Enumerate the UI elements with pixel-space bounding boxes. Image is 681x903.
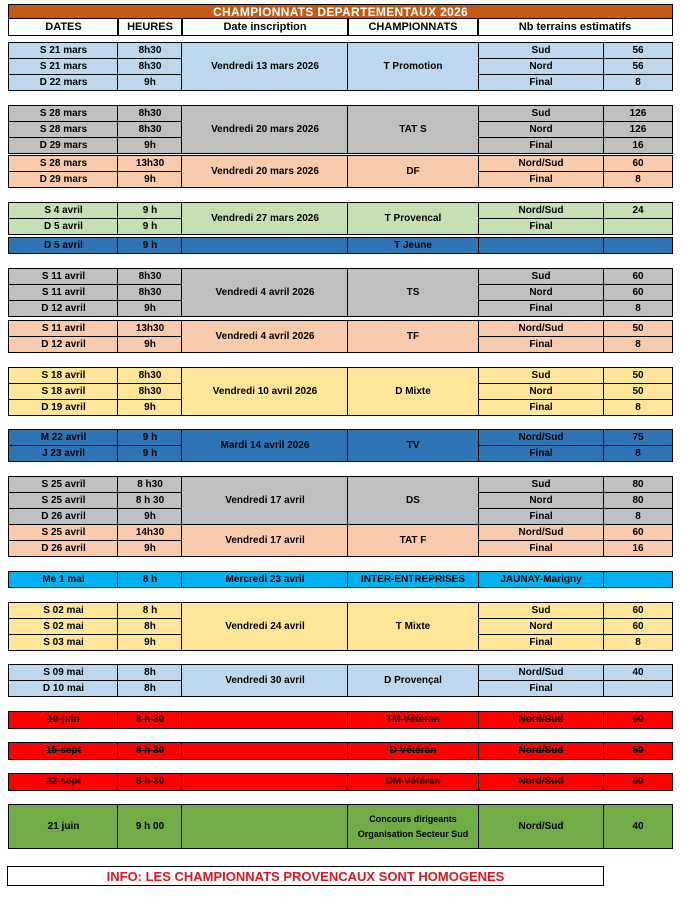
heure-cell: 8h30 <box>117 105 183 122</box>
zone-cell: Nord <box>477 58 605 75</box>
terrains-cell: 8 <box>603 399 673 416</box>
date-cell: J 23 avril <box>8 445 119 462</box>
terrains-cell: 126 <box>603 121 673 138</box>
zone-cell: Nord/Sud <box>477 664 605 681</box>
heure-cell: 8h <box>117 618 183 635</box>
zone-cell: JAUNAY-Marigny <box>477 571 605 588</box>
inscription-cell: Vendredi 24 avril <box>181 602 349 651</box>
date-cell: Me 1 mai <box>8 571 119 588</box>
date-cell: S 09 mai <box>8 664 119 681</box>
inscription-cell <box>181 742 349 760</box>
heure-cell: 9h <box>117 171 183 188</box>
zone-cell: Nord/Sud <box>477 429 605 446</box>
heure-cell: 8 h 30 <box>117 492 183 509</box>
header-championnats: CHAMPIONNATS <box>347 18 479 36</box>
inscription-cell: Vendredi 20 mars 2026 <box>181 155 349 188</box>
heure-cell: 9 h <box>117 218 183 235</box>
date-cell: S 21 mars <box>8 42 119 59</box>
championnat-cell: DM Vétéran <box>347 773 479 791</box>
date-cell: D 29 mars <box>8 137 119 154</box>
inscription-cell: Vendredi 30 avril <box>181 664 349 697</box>
terrains-cell: 60 <box>603 155 673 172</box>
zone-cell: Final <box>477 300 605 317</box>
zone-cell: Nord <box>477 492 605 509</box>
inscription-cell: Vendredi 27 mars 2026 <box>181 202 349 235</box>
heure-cell: 8h30 <box>117 268 183 285</box>
heure-cell: 8h30 <box>117 121 183 138</box>
inscription-cell <box>181 804 349 849</box>
terrains-cell: 50 <box>603 383 673 400</box>
heure-cell: 8h30 <box>117 367 183 384</box>
date-cell: D 10 mai <box>8 680 119 697</box>
terrains-cell: 40 <box>603 804 673 849</box>
inscription-cell: Vendredi 10 avril 2026 <box>181 367 349 416</box>
inscription-cell: Mercredi 23 avril <box>181 571 349 588</box>
zone-cell: Sud <box>477 42 605 59</box>
championnat-cell: T Promotion <box>347 42 479 91</box>
terrains-cell: 8 <box>603 336 673 353</box>
date-cell: D 12 avril <box>8 336 119 353</box>
terrains-cell: 50 <box>603 367 673 384</box>
inscription-cell <box>181 773 349 791</box>
terrains-cell: 126 <box>603 105 673 122</box>
heure-cell: 8h30 <box>117 58 183 75</box>
heure-cell: 13h30 <box>117 155 183 172</box>
heure-cell: 9h <box>117 508 183 525</box>
zone-cell: Final <box>477 540 605 557</box>
header-dates: DATES <box>8 18 119 36</box>
championnat-cell: INTER-ENTREPRISES <box>347 571 479 588</box>
date-cell: S 28 mars <box>8 105 119 122</box>
championnat-cell: TV <box>347 429 479 462</box>
date-cell: M 22 avril <box>8 429 119 446</box>
inscription-cell: Vendredi 20 mars 2026 <box>181 105 349 154</box>
terrains-cell: 50 <box>603 742 673 760</box>
zone-cell: Final <box>477 680 605 697</box>
date-cell: D 22 mars <box>8 74 119 91</box>
date-cell: D 29 mars <box>8 171 119 188</box>
date-cell: 22-sept <box>8 773 119 791</box>
heure-cell: 9 h <box>117 429 183 446</box>
date-cell: S 25 avril <box>8 492 119 509</box>
terrains-cell: 50 <box>603 320 673 337</box>
terrains-cell: 8 <box>603 74 673 91</box>
zone-cell: Final <box>477 218 605 235</box>
inscription-cell <box>181 237 349 254</box>
terrains-cell: 75 <box>603 429 673 446</box>
championnat-cell: T Jeune <box>347 237 479 254</box>
zone-cell: Nord <box>477 383 605 400</box>
zone-cell: Final <box>477 74 605 91</box>
heure-cell: 8h <box>117 680 183 697</box>
terrains-cell: 50 <box>603 773 673 791</box>
date-cell: 21 juin <box>8 804 119 849</box>
inscription-cell: Vendredi 4 avril 2026 <box>181 268 349 317</box>
heure-cell: 8h30 <box>117 383 183 400</box>
championnat-cell: TAT F <box>347 524 479 557</box>
date-cell: S 25 avril <box>8 476 119 493</box>
terrains-cell: 60 <box>603 268 673 285</box>
heure-cell: 9h <box>117 137 183 154</box>
heure-cell: 8 h <box>117 602 183 619</box>
date-cell: 15-sept <box>8 742 119 760</box>
zone-cell: Sud <box>477 367 605 384</box>
heure-cell: 8 h 30 <box>117 711 183 729</box>
date-cell: D 5 avril <box>8 237 119 254</box>
inscription-cell: Vendredi 13 mars 2026 <box>181 42 349 91</box>
info-banner: INFO: LES CHAMPIONNATS PROVENCAUX SONT HOMOGENES <box>7 866 604 886</box>
terrains-cell: 8 <box>603 171 673 188</box>
zone-cell: Final <box>477 634 605 651</box>
date-cell: D 19 avril <box>8 399 119 416</box>
championnat-cell: D Mixte <box>347 367 479 416</box>
zone-cell: Nord/Sud <box>477 711 605 729</box>
header-heures: HEURES <box>117 18 183 36</box>
date-cell: S 21 mars <box>8 58 119 75</box>
championnat-cell: TAT S <box>347 105 479 154</box>
page-title: CHAMPIONNATS DEPARTEMENTAUX 2026 <box>8 4 673 19</box>
heure-cell: 14h30 <box>117 524 183 541</box>
heure-cell: 9 h <box>117 445 183 462</box>
terrains-cell <box>603 237 673 254</box>
inscription-cell: Vendredi 17 avril <box>181 524 349 557</box>
championnat-cell: DF <box>347 155 479 188</box>
championnat-cell: DS <box>347 476 479 525</box>
zone-cell: Nord/Sud <box>477 320 605 337</box>
zone-cell: Sud <box>477 476 605 493</box>
championnat-cell: T Mixte <box>347 602 479 651</box>
zone-cell: Nord/Sud <box>477 773 605 791</box>
terrains-cell: 56 <box>603 58 673 75</box>
terrains-cell: 8 <box>603 445 673 462</box>
inscription-cell <box>181 711 349 729</box>
date-cell: S 02 mai <box>8 602 119 619</box>
inscription-cell: Mardi 14 avril 2026 <box>181 429 349 462</box>
terrains-cell: 80 <box>603 492 673 509</box>
terrains-cell: 60 <box>603 524 673 541</box>
terrains-cell: 60 <box>603 618 673 635</box>
zone-cell: Nord <box>477 121 605 138</box>
date-cell: S 28 mars <box>8 155 119 172</box>
terrains-cell: 56 <box>603 42 673 59</box>
date-cell: S 03 mai <box>8 634 119 651</box>
terrains-cell: 8 <box>603 508 673 525</box>
terrains-cell: 60 <box>603 284 673 301</box>
terrains-cell <box>603 218 673 235</box>
zone-cell: Nord/Sud <box>477 202 605 219</box>
inscription-cell: Vendredi 4 avril 2026 <box>181 320 349 353</box>
zone-cell: Final <box>477 336 605 353</box>
heure-cell: 9h <box>117 74 183 91</box>
terrains-cell: 8 <box>603 634 673 651</box>
terrains-cell: 16 <box>603 137 673 154</box>
championnat-cell: TM Vétéran <box>347 711 479 729</box>
date-cell: D 5 avril <box>8 218 119 235</box>
terrains-cell <box>603 571 673 588</box>
zone-cell: Final <box>477 399 605 416</box>
heure-cell: 9h <box>117 399 183 416</box>
date-cell: S 25 avril <box>8 524 119 541</box>
date-cell: D 26 avril <box>8 540 119 557</box>
zone-cell <box>477 237 605 254</box>
terrains-cell: 80 <box>603 476 673 493</box>
heure-cell: 9h <box>117 540 183 557</box>
zone-cell: Final <box>477 508 605 525</box>
date-cell: S 02 mai <box>8 618 119 635</box>
heure-cell: 9h <box>117 634 183 651</box>
date-cell: S 4 avril <box>8 202 119 219</box>
terrains-cell: 60 <box>603 602 673 619</box>
date-cell: S 18 avril <box>8 367 119 384</box>
terrains-cell: 50 <box>603 711 673 729</box>
heure-cell: 9h <box>117 336 183 353</box>
heure-cell: 9h <box>117 300 183 317</box>
date-cell: D 12 avril <box>8 300 119 317</box>
inscription-cell: Vendredi 17 avril <box>181 476 349 525</box>
zone-cell: Nord/Sud <box>477 155 605 172</box>
header-date-inscription: Date inscription <box>181 18 349 36</box>
heure-cell: 8h30 <box>117 42 183 59</box>
date-cell: S 18 avril <box>8 383 119 400</box>
heure-cell: 8h30 <box>117 284 183 301</box>
terrains-cell: 24 <box>603 202 673 219</box>
zone-cell: Nord/Sud <box>477 524 605 541</box>
zone-cell: Nord <box>477 618 605 635</box>
date-cell: 10-juin <box>8 711 119 729</box>
heure-cell: 8h <box>117 664 183 681</box>
date-cell: D 26 avril <box>8 508 119 525</box>
heure-cell: 9 h 00 <box>117 804 183 849</box>
terrains-cell: 40 <box>603 664 673 681</box>
championnat-cell: TF <box>347 320 479 353</box>
zone-cell: Sud <box>477 602 605 619</box>
heure-cell: 8 h30 <box>117 476 183 493</box>
championnat-cell: T Provencal <box>347 202 479 235</box>
zone-cell: Nord/Sud <box>477 804 605 849</box>
championnat-cell: Concours dirigeants Organisation Secteur Sud <box>347 804 479 849</box>
zone-cell: Nord/Sud <box>477 742 605 760</box>
terrains-cell <box>603 680 673 697</box>
terrains-cell: 8 <box>603 300 673 317</box>
zone-cell: Sud <box>477 268 605 285</box>
header-nb-terrains: Nb terrains estimatifs <box>477 18 673 36</box>
heure-cell: 9 h <box>117 202 183 219</box>
heure-cell: 8 h <box>117 571 183 588</box>
terrains-cell: 16 <box>603 540 673 557</box>
zone-cell: Nord <box>477 284 605 301</box>
heure-cell: 8 h 30 <box>117 742 183 760</box>
championnat-cell: TS <box>347 268 479 317</box>
heure-cell: 13h30 <box>117 320 183 337</box>
date-cell: S 28 mars <box>8 121 119 138</box>
zone-cell: Final <box>477 137 605 154</box>
date-cell: S 11 avril <box>8 268 119 285</box>
championnat-cell: D Provençal <box>347 664 479 697</box>
heure-cell: 8 h 30 <box>117 773 183 791</box>
heure-cell: 9 h <box>117 237 183 254</box>
championnat-cell: D Vétéran <box>347 742 479 760</box>
date-cell: S 11 avril <box>8 320 119 337</box>
zone-cell: Final <box>477 171 605 188</box>
zone-cell: Sud <box>477 105 605 122</box>
date-cell: S 11 avril <box>8 284 119 301</box>
zone-cell: Final <box>477 445 605 462</box>
